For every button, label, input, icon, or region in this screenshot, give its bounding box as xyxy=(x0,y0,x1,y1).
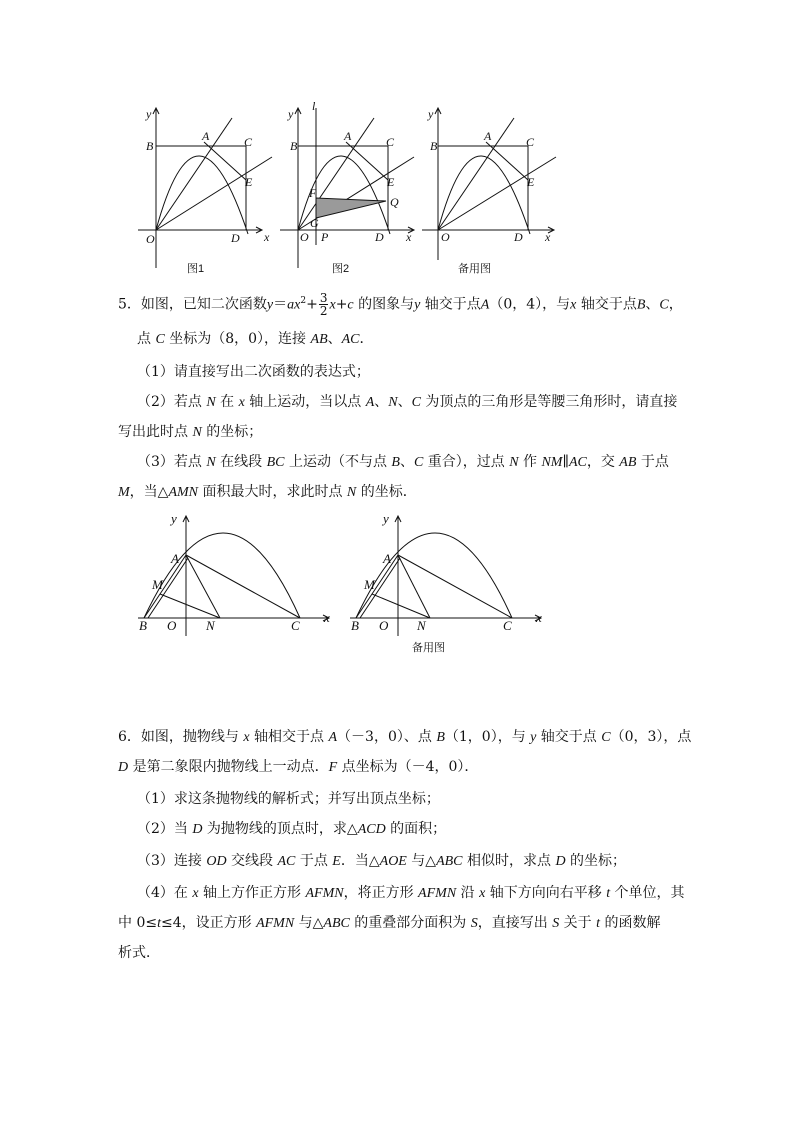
label-P: P xyxy=(321,230,329,244)
label-x: x xyxy=(406,230,412,244)
label-A: A xyxy=(202,129,210,143)
label-A: A xyxy=(171,551,179,566)
q6-part-4c: 析式． xyxy=(118,945,160,961)
label-y: y xyxy=(171,511,177,526)
label-M: M xyxy=(152,577,163,592)
q5-part-1: （1）请直接写出二次函数的表达式； xyxy=(137,364,370,380)
q5-figure xyxy=(134,508,339,638)
label-E: E xyxy=(527,175,535,189)
label-A: A xyxy=(383,551,391,566)
label-l: l xyxy=(312,99,316,113)
fraction-3-2: $\frac{3}{2}$ xyxy=(319,291,328,319)
label-x: x xyxy=(264,230,270,244)
label-B: B xyxy=(430,139,438,153)
q5-figure-spare xyxy=(346,508,551,658)
q5-line-2: 点 C 坐标为（8，0），连接 AB、AC． xyxy=(137,331,374,347)
label-N: N xyxy=(417,618,426,633)
label-G: G xyxy=(310,216,319,230)
caption-fig3: 备用图 xyxy=(458,263,491,275)
label-N: N xyxy=(206,618,215,633)
label-O: O xyxy=(441,230,450,244)
q6-part-2: （2）当 D 为抛物线的顶点时，求△ACD 的面积； xyxy=(137,821,447,837)
q5-part-2b: 写出此时点 N 的坐标； xyxy=(118,424,263,440)
label-y: y xyxy=(383,511,389,526)
q6-part-3: （3）连接 OD 交线段 AC 于点 E．当△AOE 与△ABC 相似时，求点 D 的坐标； xyxy=(137,853,627,869)
label-y: y xyxy=(288,107,294,121)
label-B: B xyxy=(351,618,359,633)
label-E: E xyxy=(387,175,395,189)
label-O: O xyxy=(146,232,155,246)
label-Q: Q xyxy=(390,195,399,209)
label-C: C xyxy=(291,618,300,633)
q6-part-1: （1）求这条抛物线的解析式；并写出顶点坐标； xyxy=(137,791,440,807)
caption-fig2: 图2 xyxy=(332,263,350,275)
label-B: B xyxy=(139,618,147,633)
label-C: C xyxy=(244,135,253,149)
figure-1 xyxy=(134,100,274,280)
label-F: F xyxy=(309,186,317,200)
label-C: C xyxy=(503,618,512,633)
q5-part-3a: （3）若点 N 在线段 BC 上运动（不与点 B、C 重合），过点 N 作 NM∥AC，交 AB 于点 xyxy=(137,454,669,470)
q6-line-1: 6．如图，抛物线与 x 轴相交于点 A（－3，0）、点 B（1，0），与 y 轴交于点 C（0，3），点 xyxy=(118,729,692,745)
label-O: O xyxy=(379,618,389,633)
label-x: x xyxy=(324,610,330,625)
q6-part-4a: （4）在 x 轴上方作正方形 AFMN，将正方形 AFMN 沿 x 轴下方向向右平移 t 个单位，其 xyxy=(137,885,685,901)
label-D: D xyxy=(375,230,384,244)
q5-line-1: 5．如图，已知二次函数$y=ax^2+$ $\frac{3}{2}$ x+c 的图象与y 轴交于点A（0，4），与x 轴交于点B、C， xyxy=(118,291,683,319)
label-C: C xyxy=(386,135,395,149)
label-D: D xyxy=(231,231,240,245)
label-y: y xyxy=(428,107,434,121)
label-C: C xyxy=(526,135,535,149)
caption-spare: 备用图 xyxy=(412,642,445,654)
q6-line-2: D 是第二象限内抛物线上一动点．F 点坐标为（－4，0）． xyxy=(118,759,479,775)
label-D: D xyxy=(514,230,523,244)
q5-part-2a: （2）若点 N 在 x 轴上运动，当以点 A、N、C 为顶点的三角形是等腰三角形时，请直接 xyxy=(137,394,678,410)
label-A: A xyxy=(344,129,352,143)
label-x: x xyxy=(536,610,542,625)
label-B: B xyxy=(146,139,154,153)
label-x: x xyxy=(545,230,551,244)
q5-part-3b: M，当△AMN 面积最大时，求此时点 N 的坐标． xyxy=(118,484,417,500)
label-E: E xyxy=(245,175,253,189)
label-y: y xyxy=(146,107,152,121)
label-O: O xyxy=(300,230,309,244)
label-B: B xyxy=(290,139,298,153)
caption-fig1: 图1 xyxy=(187,263,205,275)
label-O: O xyxy=(167,618,177,633)
q6-part-4b: 中 0≤t≤4，设正方形 AFMN 与△ABC 的重叠部分面积为 S，直接写出 S 关于 t 的函数解 xyxy=(118,915,661,931)
label-M: M xyxy=(364,577,375,592)
figure-3-spare xyxy=(418,100,558,280)
label-A: A xyxy=(484,129,492,143)
figure-2 xyxy=(276,100,416,280)
